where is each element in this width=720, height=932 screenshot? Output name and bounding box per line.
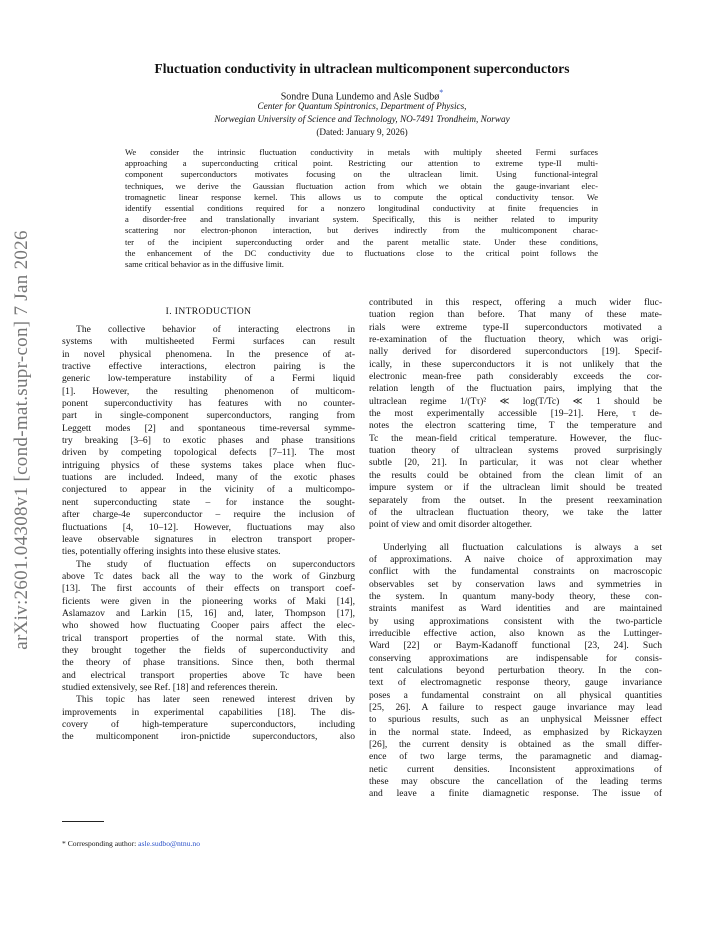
- body-text-line: above Tc dates back all the way to the work of Ginzburg: [62, 570, 355, 582]
- body-text-line: generic low-temperature instability of a Fermi liquid: [62, 373, 355, 385]
- body-text-line: try breaking [3–6] to exotic phases and phase transitions: [62, 435, 355, 447]
- paper-title: Fluctuation conductivity in ultraclean multicomponent superconductors: [154, 61, 570, 76]
- body-text-line: [1]. However, the resulting phenomenon of multicom-: [62, 385, 355, 397]
- body-text-line: they brought together the fields of superconductivity and: [62, 644, 355, 656]
- footnote-label: Corresponding author:: [67, 839, 139, 848]
- body-text-line: Aslamazov and Larkin [15, 16] and, later, Thompson [17],: [62, 607, 355, 619]
- body-text-line: of approximations. A naive choice of approximation may: [369, 553, 662, 565]
- body-text-line: Ward [22] or Baym-Kadanoff functional [23, 24]. Such: [369, 640, 662, 652]
- paragraph-gap: [369, 532, 662, 542]
- corresponding-author-mark[interactable]: *: [439, 88, 444, 97]
- body-text-line: re-examination of the fluctuation theory, which was origi-: [369, 334, 662, 346]
- body-text-line: conflict with the fundamental constraints on macroscopic: [369, 566, 662, 578]
- body-text-line: by using approximations consistent with the two-particle: [369, 615, 662, 627]
- body-text-line: netic current densities. Inconsistent approximations of: [369, 763, 662, 775]
- body-text-line: notes the electron scattering time, T the temperature and: [369, 420, 662, 432]
- body-text-line: observables set by conservation laws and symmetries in: [369, 578, 662, 590]
- abstract-line: approaching a superconducting critical point. Restricting our attention to extreme type-II multi-: [125, 158, 598, 169]
- body-text-line: fluctuations [4, 10–12]. However, fluctuations may also: [62, 521, 355, 533]
- body-text-line: irreducible effective action, also known as the Luttinger-: [369, 627, 662, 639]
- abstract-line: techniques, we derive the Gaussian fluctuation action from which we obtain the gauge-invariant elec-: [125, 180, 598, 191]
- abstract: [125, 147, 598, 270]
- body-text-line: Tc the mean-field critical temperature. However, the fluc-: [369, 432, 662, 444]
- body-text-line: ence of two large terms, the paramagnetic and diamag-: [369, 751, 662, 763]
- body-text-line: The study of fluctuation effects on superconductors: [76, 558, 355, 570]
- body-text-line: the multicomponent iron-pnictide superconductors, also: [62, 731, 355, 743]
- body-text-line: tuations are included. Indeed, many of the exotic phases: [62, 472, 355, 484]
- body-text-line: [26], the current density is obtained as the small differ-: [369, 739, 662, 751]
- corresponding-email-link[interactable]: asle.sudbo@ntnu.no: [138, 839, 200, 848]
- body-text-line: ponent superconductivity has features with no counter-: [62, 398, 355, 410]
- body-text-line: of the ultraclean fluctuation theory, we take the latter: [369, 506, 662, 518]
- body-text-line: studied extensively, see Ref. [18] and references therein.: [62, 681, 278, 693]
- body-text-line: tuation theory of ultraclean systems proved surprisingly: [369, 445, 662, 457]
- abstract-line: a disorder-free and translationally invariant system. Specifically, this is neither related to impurity: [125, 214, 598, 225]
- body-text-line: the results could be obtained from the clean limit of an: [369, 469, 662, 481]
- dated-line: (Dated: January 9, 2026): [316, 127, 408, 137]
- abstract-line: scattering nor electron-phonon interaction, but derives indirectly from the multicomponent charac-: [125, 225, 598, 236]
- body-text-line: nent superconducting state – for instance the sought-: [62, 496, 355, 508]
- body-text-line: these may obscure the cancellation of the leading terms: [369, 776, 662, 788]
- body-text-line: [25, 26]. A failure to respect gauge invariance may lead: [369, 702, 662, 713]
- footnote: [62, 839, 200, 848]
- body-text-line: leave observable signatures in electron transport proper-: [62, 533, 355, 545]
- body-text-line: straints manifest as Ward identities and are maintained: [369, 603, 662, 615]
- body-text-line: improvements in experimental capabilities [18]. The dis-: [62, 706, 355, 718]
- body-text-line: covery of high-temperature superconductors, including: [62, 719, 355, 730]
- section-heading-introduction: I. INTRODUCTION: [165, 307, 252, 317]
- abstract-line: tromagnetic linear response kernel. This allows us to compute the optical conductivity tensor. We: [125, 191, 598, 202]
- body-text-line: in novel physical phenomena. In the presence of at-: [62, 348, 355, 360]
- body-text-line: separately from the outset. In the present reexamination: [369, 494, 662, 506]
- body-text-line: Leggett modes [2] and spontaneous time-reversal symme-: [62, 422, 355, 434]
- body-text-line: driven by competing topological defects [7–11]. The most: [62, 447, 355, 459]
- body-text-line: the theory of phase transitions. Since then, both thermal: [62, 657, 355, 669]
- body-text-line: and electrical transport properties above Tc have been: [62, 669, 355, 681]
- body-text-line: The collective behavior of interacting electrons in: [76, 324, 355, 335]
- body-text-line: ties, potentially offering insights into these elusive states.: [62, 546, 281, 558]
- body-text-line: in the normal state. Indeed, as emphasized by Rickayzen: [369, 726, 662, 738]
- affiliation-line-2: Norwegian University of Science and Technology, NO-7491 Trondheim, Norway: [214, 114, 510, 124]
- body-text-line: to spurious results, such as an unphysical Meissner effect: [369, 714, 662, 726]
- body-text-line: after charge-4e superconductor – require the inclusion of: [62, 509, 355, 521]
- body-text-line: trical transport properties of the normal state. With this,: [62, 632, 355, 644]
- abstract-line: We consider the intrinsic fluctuation conductivity in metals with multiply sheeted Fermi surfaces: [125, 147, 598, 157]
- footnote-mark: *: [62, 839, 66, 848]
- arxiv-identifier-stamp: arXiv:2601.04308v1 [cond-mat.supr-con] 7 Jan 2026: [11, 230, 32, 650]
- abstract-line: the enhancement of the DC conductivity due to fluctuations close to the critical point follows the: [125, 247, 598, 258]
- body-text-line: ultraclean regime 1/(Tτ)² ≪ log(T/Tc) ≪ 1 should be: [369, 395, 662, 407]
- body-text-line: electronic mean-free path considerably exceeds the cor-: [369, 371, 662, 383]
- body-text-line: systems with multisheeted Fermi surfaces can result: [62, 336, 355, 348]
- body-text-line: the system. In quantum many-body theory, these con-: [369, 590, 662, 602]
- body-text-line: and leave a finite diamagnetic response. The issue of: [369, 788, 662, 800]
- body-text-line: relation length of the fluctuation pairs, implying that the: [369, 383, 662, 395]
- author-names: Sondre Duna Lundemo and Asle Sudbø: [280, 91, 440, 103]
- body-text-line: This topic has later seen renewed interest driven by: [76, 694, 355, 706]
- body-text-line: contributed in this respect, offering a much wider fluc-: [369, 297, 662, 308]
- body-text-line: text of electromagnetic response theory, gauge invariance: [369, 677, 662, 689]
- abstract-line: identify essential conditions required for a nonzero longitudinal conductivity at finite frequencies in: [125, 202, 598, 213]
- body-text-line: tuation region than before. That many of these mate-: [369, 309, 662, 321]
- body-text-line: tent calculations beyond perturbation theory. In the con-: [369, 664, 662, 676]
- body-text-line: conserving approximations are indispensable for consis-: [369, 652, 662, 664]
- body-text-line: conjectured to appear in the vicinity of a multicompo-: [62, 484, 355, 496]
- body-text-line: ficients were given in the pioneering works of Maki [14],: [62, 595, 355, 607]
- footnote-rule: [62, 821, 104, 822]
- body-text-line: impure system or if the ultraclean limit should be treated: [369, 482, 662, 494]
- left-column: [62, 300, 355, 744]
- body-text-line: point of view and omit disorder altogether.: [369, 519, 533, 531]
- body-text-line: rials were extreme type-II superconductors motivated a: [369, 321, 662, 333]
- body-text-line: poses a fundamental constraint on all physical quantities: [369, 689, 662, 701]
- body-text-line: part in single-component superconductors, ranging from: [62, 410, 355, 422]
- body-text-line: subtle [20, 21]. In particular, it was not clear whether: [369, 457, 662, 469]
- abstract-line: same critical behavior as in the diffusive limit.: [125, 258, 284, 269]
- body-text-line: [13]. The first accounts of their effects on transport coef-: [62, 583, 355, 595]
- right-column: [369, 297, 662, 801]
- body-text-line: ically, in these superconductors it is not unlikely that the: [369, 358, 662, 370]
- abstract-line: component superconductors motivates focusing on the ultraclean limit. Using functional-integral: [125, 169, 598, 180]
- body-text-line: nally derived for disordered superconductors [19]. Specif-: [369, 346, 662, 358]
- body-text-line: the most experimentally accessible [19–21]. Here, τ de-: [369, 408, 662, 420]
- body-text-line: who showed how fluctuating Cooper pairs affect the elec-: [62, 620, 355, 632]
- body-text-line: intriguing physics of these systems takes place when fluc-: [62, 459, 355, 471]
- body-text-line: tractive effective interactions, electron pairing is the: [62, 361, 355, 373]
- affiliation-line-1: Center for Quantum Spintronics, Department of Physics,: [257, 101, 467, 111]
- abstract-line: ter of the incipient superconducting order and the parent metallic state. Under these conditions,: [125, 236, 598, 247]
- body-text-line: Underlying all fluctuation calculations is always a set: [383, 541, 662, 553]
